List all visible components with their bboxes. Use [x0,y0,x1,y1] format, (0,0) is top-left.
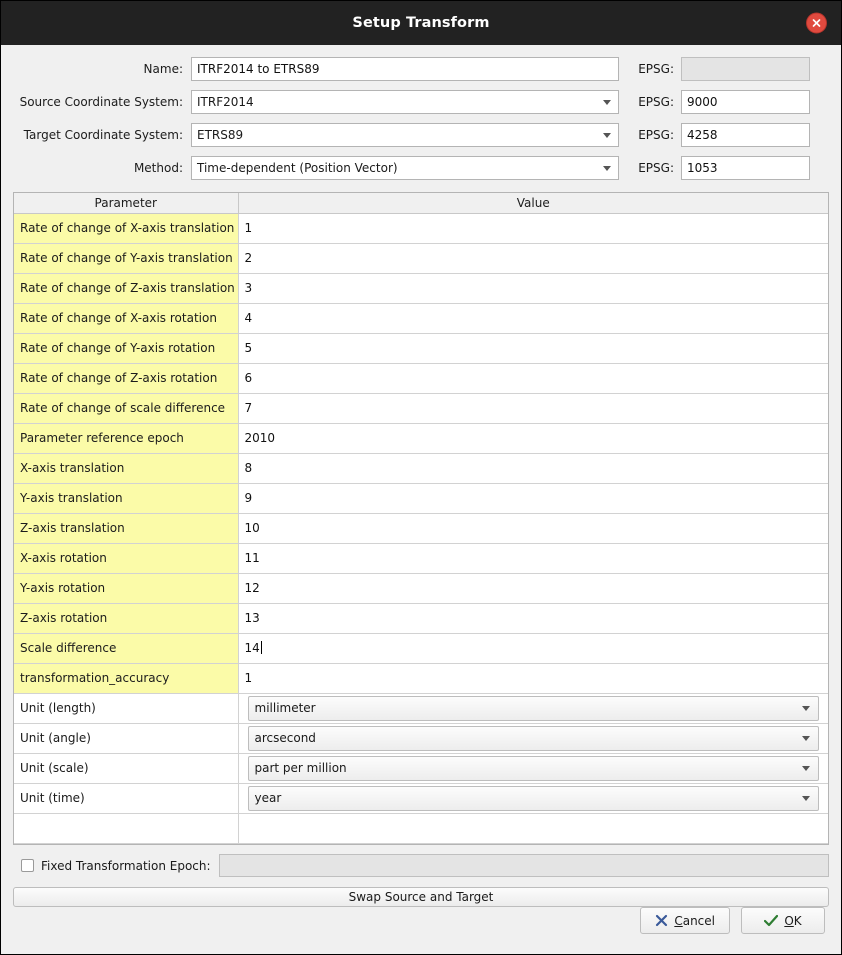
parameters-grid [14,193,828,844]
parameter-value-text: 8 [244,461,253,475]
parameter-value-text: 9 [244,491,253,505]
unit-combo[interactable] [248,756,820,781]
dialog-titlebar [1,1,841,45]
parameter-value-cell[interactable] [238,303,828,333]
parameter-name-cell: Y-axis translation [14,483,238,513]
fixed-epoch-checkbox[interactable] [21,859,34,872]
unit-name-cell: Unit (angle) [14,723,238,753]
parameter-value-cell[interactable] [238,663,828,693]
parameter-value-cell[interactable] [238,633,828,663]
column-header-value: Value [238,193,828,213]
parameter-value-cell[interactable] [238,483,828,513]
parameters-table [13,192,829,845]
table-row [14,363,828,393]
text-caret [261,641,262,654]
swap-source-target-button[interactable] [13,887,829,908]
filler-cell-right [238,813,828,843]
parameter-value-cell[interactable] [238,543,828,573]
table-row [14,303,828,333]
dialog-footer [13,907,829,946]
source-epsg-input[interactable] [681,90,810,114]
cancel-button[interactable] [640,907,730,934]
unit-value-cell [238,783,828,813]
parameter-value-text: 2 [244,251,253,265]
column-header-parameter: Parameter [14,193,238,213]
unit-name-cell: Unit (scale) [14,753,238,783]
source-crs-combo[interactable] [191,90,619,114]
parameter-value-cell[interactable] [238,513,828,543]
table-row [14,213,828,243]
table-row [14,483,828,513]
unit-combo[interactable] [248,696,820,721]
chevron-down-icon [603,100,611,105]
ok-accel: O [784,913,794,928]
cancel-icon [655,914,668,927]
table-row [14,633,828,663]
unit-value-cell [238,723,828,753]
parameter-value-text: 1 [244,671,253,685]
parameter-value-text: 14 [244,641,260,655]
method-value: Time-dependent (Position Vector) [197,161,398,175]
parameter-value-text: 7 [244,401,253,415]
parameter-value-text: 10 [244,521,260,535]
method-row [13,156,829,180]
parameter-name-cell: Rate of change of Y-axis rotation [14,333,238,363]
dialog-title: Setup Transform [352,15,490,31]
table-row [14,243,828,273]
cancel-accel: C [674,913,683,928]
table-row [14,783,828,813]
ok-button-label [784,914,801,928]
source-label: Source Coordinate System: [19,95,183,109]
parameter-name-cell: Rate of change of Z-axis translation [14,273,238,303]
parameter-name-cell: Rate of change of X-axis translation [14,213,238,243]
source-epsg-label: EPSG: [638,95,674,109]
fixed-epoch-input[interactable] [219,854,829,877]
parameter-name-cell: Rate of change of scale difference [14,393,238,423]
parameter-value-text: 2010 [244,431,276,445]
parameter-value-cell[interactable] [238,453,828,483]
unit-combo-value: year [254,791,282,805]
table-row [14,423,828,453]
table-row [14,603,828,633]
parameter-name-cell: transformation_accuracy [14,663,238,693]
table-row [14,753,828,783]
parameter-name-cell: Scale difference [14,633,238,663]
table-header [14,193,828,213]
table-row [14,693,828,723]
cancel-rest: ancel [682,913,715,928]
parameter-value-text: 5 [244,341,253,355]
method-epsg-label: EPSG: [638,161,674,175]
swap-button-label: Swap Source and Target [348,889,494,904]
parameter-value-text: 12 [244,581,260,595]
table-row [14,573,828,603]
name-label: Name: [143,62,183,76]
parameter-value-cell[interactable] [238,363,828,393]
chevron-down-icon [603,133,611,138]
target-crs-value: ETRS89 [197,128,244,142]
name-input[interactable] [191,57,619,81]
table-row [14,273,828,303]
parameter-name-cell: Y-axis rotation [14,573,238,603]
table-row [14,453,828,483]
parameter-value-text: 3 [244,281,253,295]
parameter-name-cell: Parameter reference epoch [14,423,238,453]
parameter-name-cell: Z-axis rotation [14,603,238,633]
unit-combo-value: part per million [254,761,347,775]
parameter-name-cell: Rate of change of X-axis rotation [14,303,238,333]
parameter-value-cell[interactable] [238,393,828,423]
parameter-value-text: 11 [244,551,260,565]
table-row [14,543,828,573]
cancel-button-label [674,914,715,928]
unit-value-cell [238,753,828,783]
target-epsg-input[interactable] [681,123,810,147]
parameter-value-text: 6 [244,371,253,385]
ok-icon [764,914,778,927]
unit-combo[interactable] [248,726,820,751]
source-crs-value: ITRF2014 [197,95,254,109]
parameter-name-cell: Rate of change of Y-axis translation [14,243,238,273]
parameter-value-cell[interactable] [238,423,828,453]
unit-name-cell: Unit (time) [14,783,238,813]
parameter-value-text: 4 [244,311,253,325]
target-label: Target Coordinate System: [23,128,183,142]
parameter-value-cell[interactable] [238,213,828,243]
unit-combo-value: millimeter [254,701,316,715]
parameter-value-cell[interactable] [238,273,828,303]
fixed-epoch-label: Fixed Transformation Epoch: [41,858,211,873]
target-epsg-label: EPSG: [638,128,674,142]
parameter-name-cell: Z-axis translation [14,513,238,543]
table-body [14,213,828,843]
unit-combo-value: arcsecond [254,731,316,745]
parameter-value-cell[interactable] [238,333,828,363]
table-row [14,393,828,423]
ok-rest: K [793,913,802,928]
table-header-row [14,193,828,213]
table-row [14,663,828,693]
unit-name-cell: Unit (length) [14,693,238,723]
target-crs-combo[interactable] [191,123,619,147]
ok-button[interactable] [741,907,825,934]
chevron-down-icon [802,766,810,771]
target-row [13,123,829,147]
name-epsg-label: EPSG: [638,62,674,76]
method-label: Method: [133,161,183,175]
source-row [13,90,829,114]
parameter-value-text: 1 [244,221,253,235]
parameter-value-cell[interactable] [238,573,828,603]
fixed-epoch-row [13,855,829,877]
close-icon[interactable] [806,13,827,34]
chevron-down-icon [802,736,810,741]
chevron-down-icon [802,706,810,711]
method-combo[interactable] [191,156,619,180]
chevron-down-icon [603,166,611,171]
name-row [13,57,829,81]
table-row [14,513,828,543]
method-epsg-input[interactable] [681,156,810,180]
parameter-value-text: 13 [244,611,260,625]
table-row [14,333,828,363]
parameter-name-cell: Rate of change of Z-axis rotation [14,363,238,393]
table-row [14,723,828,753]
close-glyph [811,18,822,29]
filler-cell-left [14,813,238,843]
parameter-value-cell[interactable] [238,603,828,633]
chevron-down-icon [802,796,810,801]
parameter-name-cell: X-axis rotation [14,543,238,573]
name-epsg-input[interactable] [681,57,810,81]
unit-combo[interactable] [248,786,820,811]
unit-value-cell [238,693,828,723]
dialog-body [1,45,841,954]
parameter-name-cell: X-axis translation [14,453,238,483]
parameter-value-cell[interactable] [238,243,828,273]
table-filler-row [14,813,828,843]
